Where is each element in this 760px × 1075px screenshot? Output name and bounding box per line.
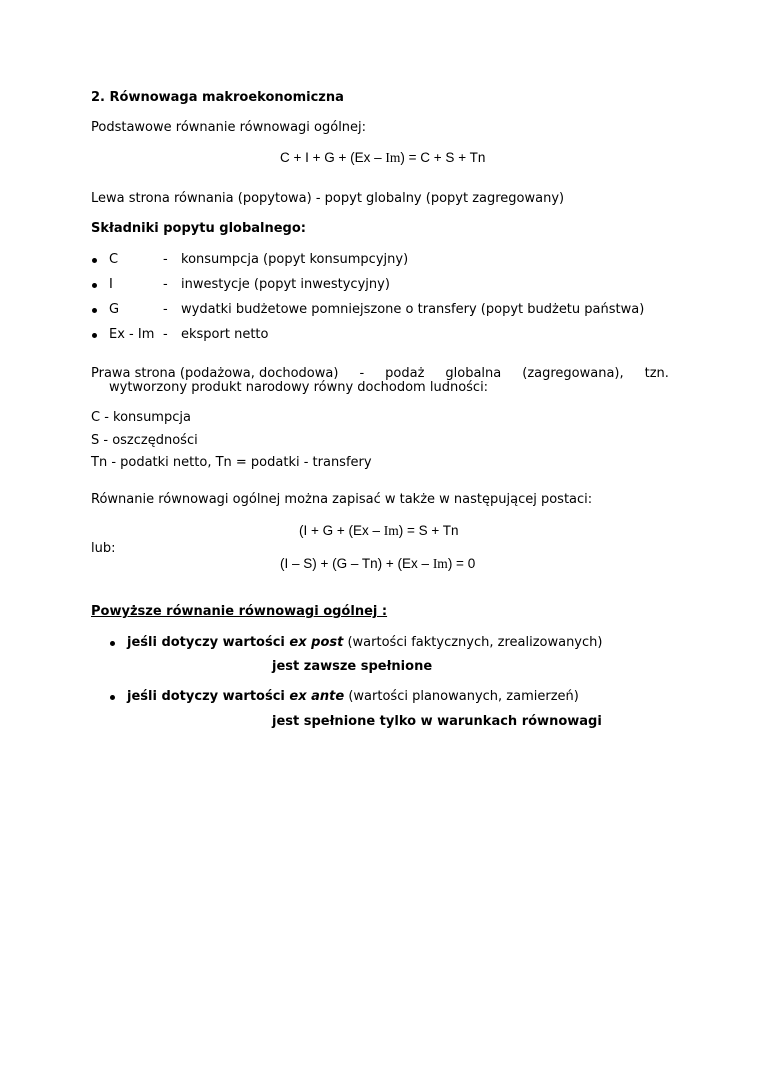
- conclusion-bold: jeśli dotyczy wartości: [127, 689, 290, 704]
- conclusion-bold: jeśli dotyczy wartości: [127, 635, 290, 650]
- right-side-line1: [91, 366, 669, 381]
- equation-main-right: ) = C + S + Tn: [400, 150, 486, 165]
- component-dash: -: [163, 252, 168, 267]
- equation-main-im: Im: [385, 150, 401, 165]
- right-side-word: Prawa strona (podażowa, dochodowa): [91, 366, 339, 381]
- conclusion-heading: Powyższe równanie równowagi ogólnej :: [91, 604, 388, 619]
- section-title: 2. Równowaga makroekonomiczna: [91, 90, 344, 105]
- equation-zero-right: ) = 0: [447, 556, 476, 571]
- component-desc: wydatki budżetowe pomniejszone o transfery (popyt budżetu państwa): [181, 302, 645, 317]
- component-symbol: Ex - Im: [109, 327, 155, 342]
- right-side-word: -: [359, 366, 365, 381]
- component-desc: inwestycje (popyt inwestycyjny): [181, 277, 390, 292]
- equation-zero: [280, 556, 475, 572]
- bullet-icon: [110, 641, 115, 646]
- conclusion-italic: ex ante: [289, 689, 345, 704]
- component-symbol: G: [109, 302, 120, 317]
- right-side-word: (zagregowana),: [522, 366, 624, 381]
- bullet-icon: [92, 333, 97, 338]
- right-side-line2: wytworzony produkt narodowy równy dochodom ludności:: [109, 380, 489, 395]
- conclusion-item: [127, 635, 602, 650]
- component-dash: -: [163, 302, 168, 317]
- component-symbol: I: [109, 277, 113, 292]
- right-side-word: podaż: [385, 366, 425, 381]
- supply-item: S - oszczędności: [91, 433, 198, 448]
- equation-alt-left: (I + G + (Ex –: [299, 523, 384, 538]
- component-dash: -: [163, 327, 168, 342]
- alt-form-text: Równanie równowagi ogólnej można zapisać w także w następującej postaci:: [91, 492, 593, 507]
- equation-alt-right: ) = S + Tn: [398, 523, 459, 538]
- components-heading: Składniki popytu globalnego:: [91, 221, 306, 236]
- component-desc: konsumpcja (popyt konsumpcyjny): [181, 252, 409, 267]
- supply-item: C - konsumpcja: [91, 410, 191, 425]
- equation-zero-im: Im: [432, 556, 448, 571]
- bullet-icon: [92, 258, 97, 263]
- component-desc: eksport netto: [181, 327, 269, 342]
- lub-text: lub:: [91, 541, 116, 556]
- intro-text: Podstawowe równanie równowagi ogólnej:: [91, 120, 367, 135]
- equation-alt-im: Im: [383, 523, 399, 538]
- bullet-icon: [92, 283, 97, 288]
- left-side-text: Lewa strona równania (popytowa) - popyt globalny (popyt zagregowany): [91, 191, 565, 206]
- bullet-icon: [92, 308, 97, 313]
- component-dash: -: [163, 277, 168, 292]
- equation-main-left: C + I + G + (Ex –: [280, 150, 386, 165]
- right-side-word: tzn.: [644, 366, 669, 381]
- conclusion-result: jest spełnione tylko w warunkach równowagi: [272, 714, 602, 729]
- bullet-icon: [110, 695, 115, 700]
- conclusion-item: [127, 689, 579, 704]
- right-side-word: globalna: [445, 366, 502, 381]
- conclusion-italic: ex post: [289, 635, 344, 650]
- supply-item: Tn - podatki netto, Tn = podatki - transfery: [91, 455, 372, 470]
- equation-zero-left: (I – S) + (G – Tn) + (Ex –: [280, 556, 433, 571]
- conclusion-rest: (wartości planowanych, zamierzeń): [344, 689, 579, 704]
- component-symbol: C: [109, 252, 119, 267]
- equation-main: [280, 150, 485, 166]
- conclusion-result: jest zawsze spełnione: [272, 659, 433, 674]
- equation-alt: [299, 523, 459, 539]
- conclusion-rest: (wartości faktycznych, zrealizowanych): [343, 635, 603, 650]
